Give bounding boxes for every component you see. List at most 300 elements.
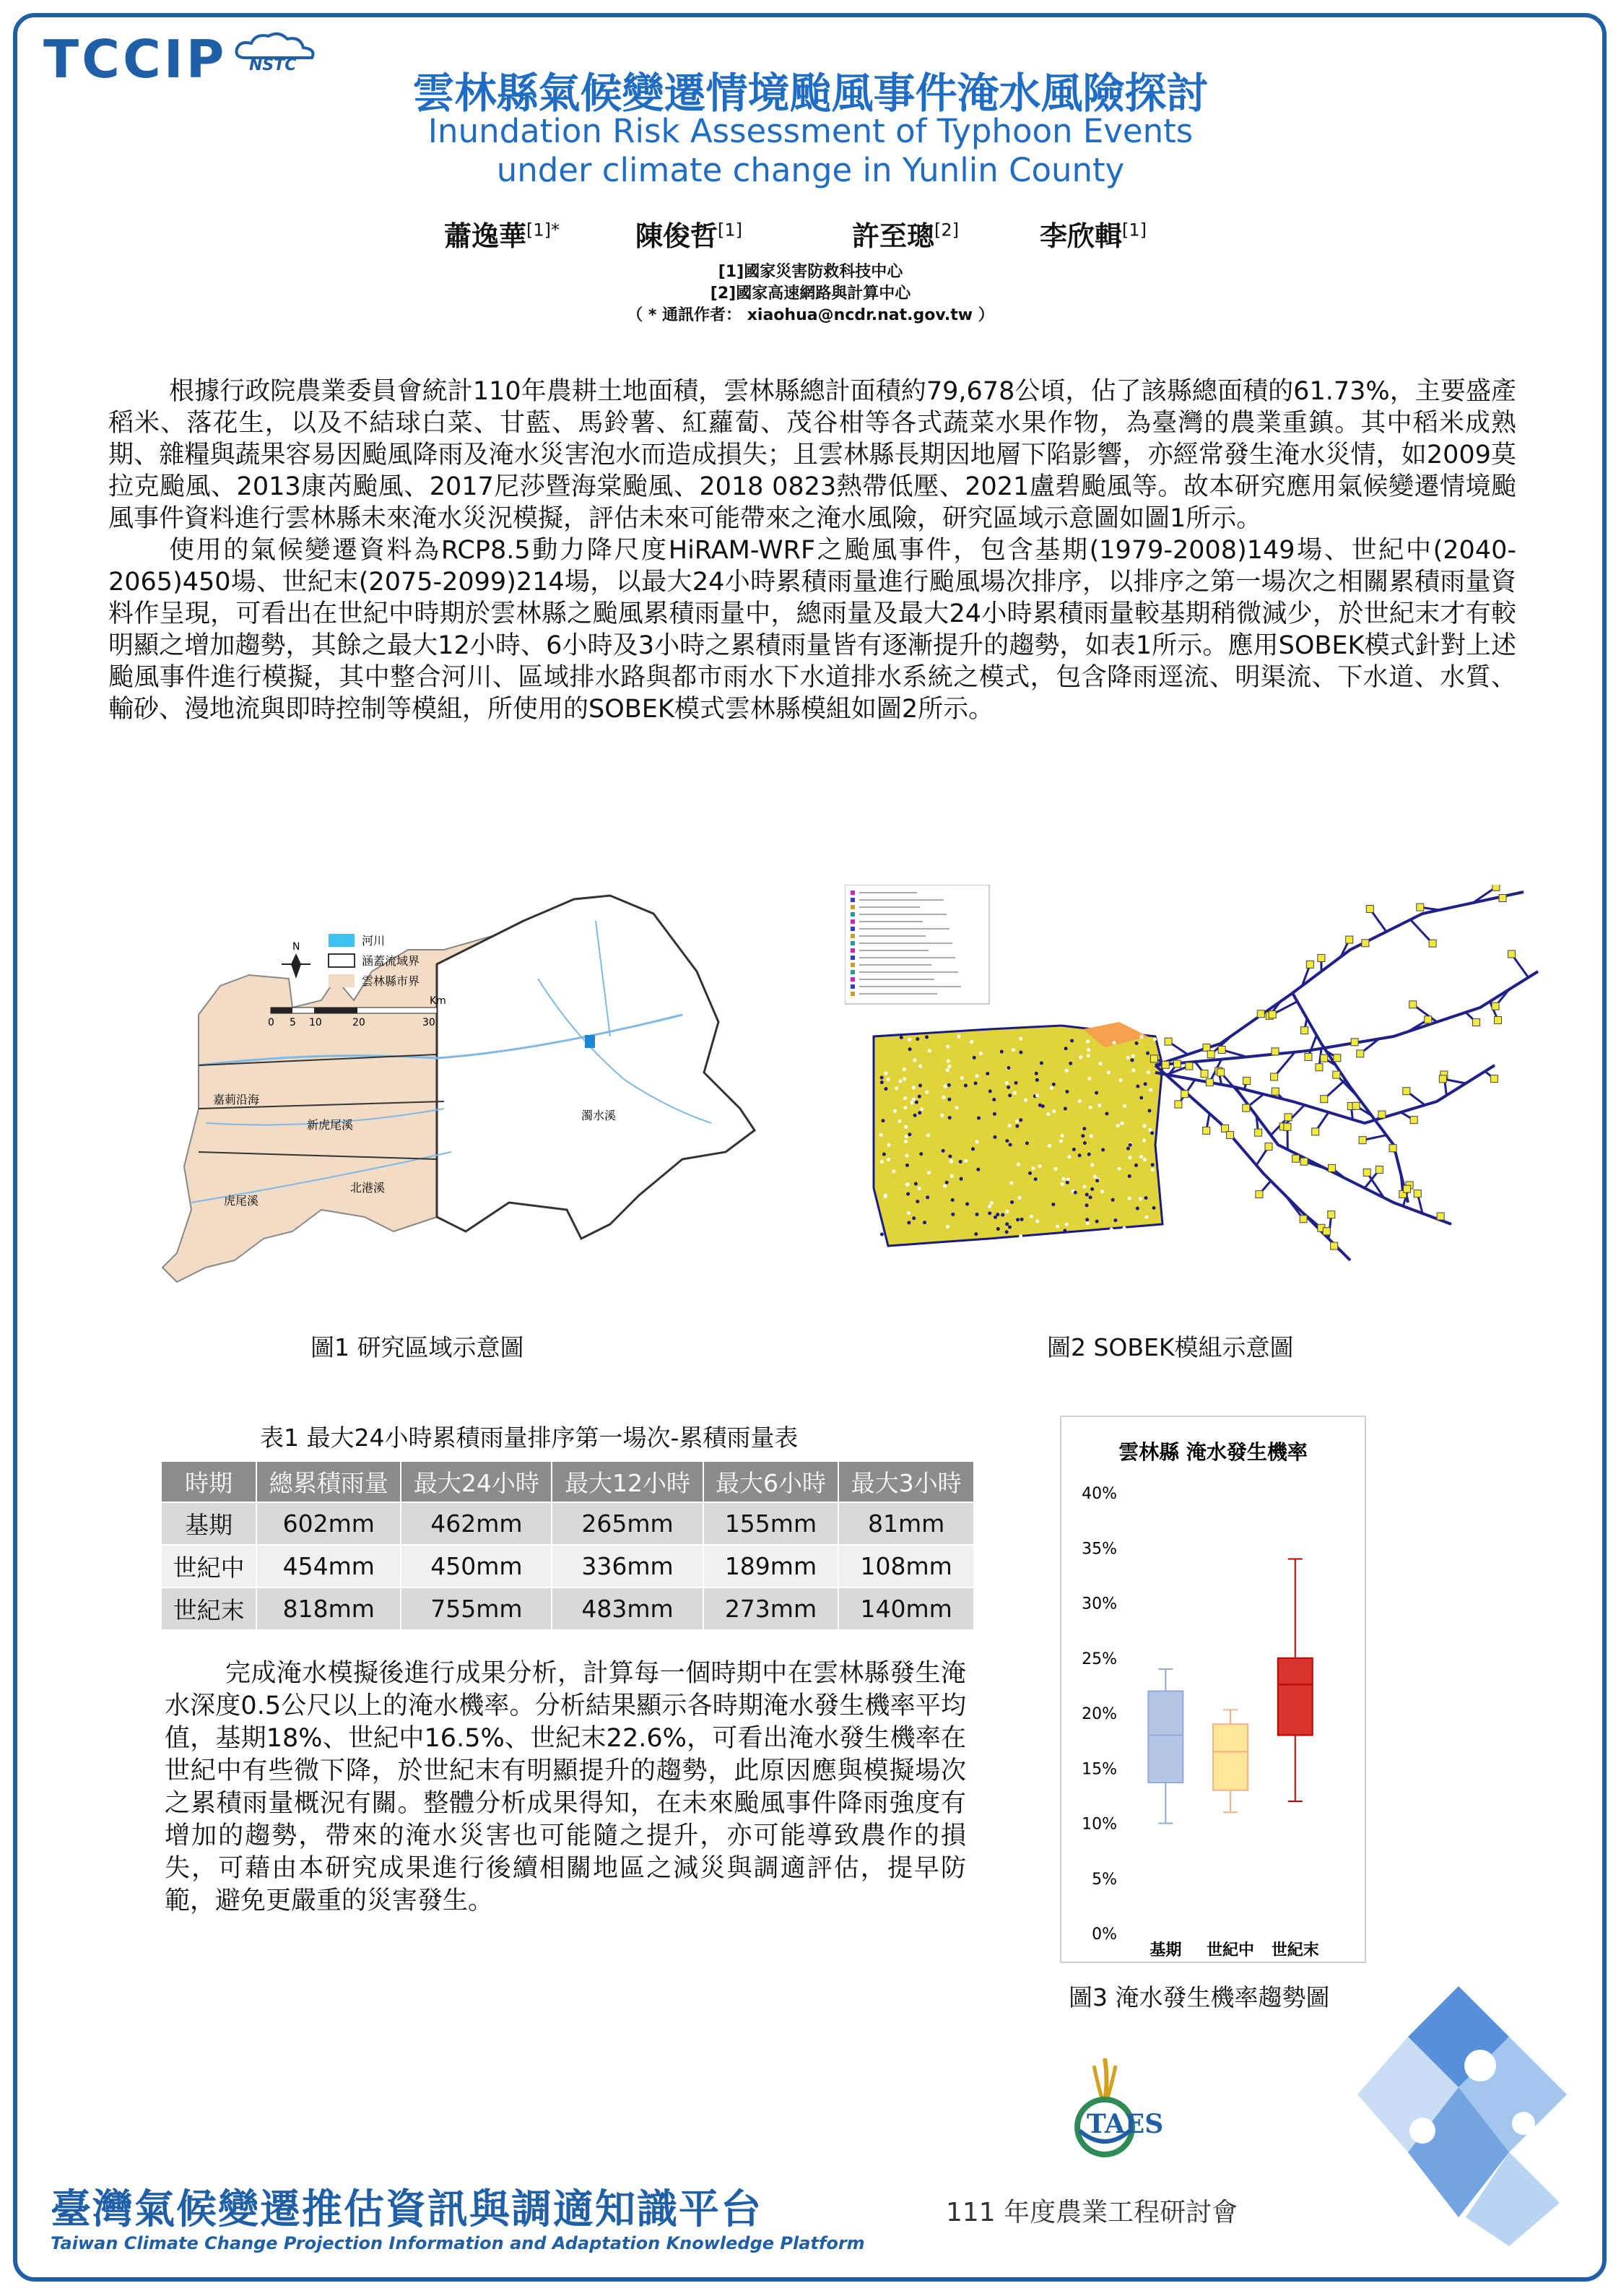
sobek-node	[1085, 1218, 1089, 1221]
nstc-logo: NSTC	[249, 56, 297, 74]
chart-title: 雲林縣 淹水發生機率	[1118, 1440, 1308, 1464]
table-cell: 273mm	[703, 1587, 839, 1630]
sobek-node	[1085, 1203, 1089, 1207]
sobek-node	[1123, 1226, 1126, 1230]
legend-river-swatch	[329, 934, 355, 947]
sobek-node	[1134, 1164, 1138, 1167]
sobek-node	[1139, 1035, 1143, 1039]
sobek-node	[1359, 1137, 1366, 1144]
sobek-node	[992, 1098, 996, 1101]
y-tick-label: 5%	[1092, 1870, 1117, 1889]
sobek-node	[960, 1177, 963, 1181]
sobek-node	[1035, 1078, 1039, 1082]
sobek-legend-swatch	[851, 927, 855, 931]
sobek-node	[881, 1119, 885, 1122]
sobek-node	[1019, 1118, 1022, 1122]
sobek-node	[920, 1107, 924, 1111]
table-header-cell: 最大12小時	[552, 1461, 703, 1502]
sobek-node	[1351, 1039, 1358, 1046]
table-cell: 483mm	[552, 1587, 703, 1630]
sobek-node	[946, 1225, 949, 1229]
sobek-node	[1271, 1073, 1278, 1080]
sobek-node	[1256, 1191, 1263, 1198]
author-2: 陳俊哲[1]	[635, 220, 743, 252]
sobek-node	[1153, 1037, 1157, 1041]
x-tick-label: 世紀末	[1271, 1941, 1319, 1959]
author-4: 李欣輯[1]	[1040, 220, 1147, 252]
sobek-node	[1175, 1101, 1182, 1108]
sobek-node	[880, 1232, 884, 1236]
sobek-node	[1019, 1037, 1022, 1041]
sobek-node	[919, 1152, 923, 1156]
sobek-node	[916, 1037, 919, 1041]
sobek-node	[1378, 1111, 1386, 1118]
title-en-line2: under climate change in Yunlin County	[496, 151, 1125, 189]
sobek-node	[903, 1077, 906, 1080]
sobek-node	[947, 1065, 951, 1068]
sobek-node	[1131, 1054, 1135, 1058]
table-header-row	[161, 1461, 974, 1502]
sobek-node	[1410, 1117, 1417, 1124]
taes-logo	[1051, 2051, 1159, 2159]
sobek-node	[1439, 1075, 1446, 1083]
sobek-node	[976, 1168, 980, 1171]
sobek-node	[1013, 1091, 1017, 1095]
sobek-node	[1005, 1210, 1009, 1213]
sobek-node	[1136, 1085, 1139, 1088]
sobek-node	[1061, 1182, 1064, 1186]
sobek-node	[1328, 1211, 1335, 1218]
sobek-node	[1334, 1054, 1341, 1062]
sobek-node	[1074, 1191, 1077, 1195]
intro-text	[108, 376, 1516, 725]
sobek-node	[1009, 1143, 1012, 1146]
sobek-node	[975, 1074, 979, 1078]
sobek-node	[975, 1213, 979, 1216]
box-iqr	[1148, 1691, 1183, 1783]
sobek-node	[1201, 1070, 1208, 1078]
sobek-node	[1112, 1041, 1116, 1044]
sobek-node	[882, 1153, 886, 1156]
sobek-node	[1222, 1125, 1229, 1132]
table-row	[161, 1502, 974, 1545]
sobek-node	[1015, 1119, 1019, 1123]
sobek-node	[944, 1084, 947, 1088]
label-coast: 嘉莿沿海	[213, 1093, 260, 1106]
y-tick-label: 40%	[1082, 1485, 1117, 1503]
sobek-node	[1318, 954, 1325, 961]
y-tick-label: 25%	[1082, 1650, 1117, 1668]
affiliations	[0, 261, 1621, 326]
sobek-node	[1352, 1102, 1360, 1109]
sobek-node	[1147, 1070, 1150, 1074]
sobek-node	[1126, 1056, 1130, 1060]
sobek-node	[908, 1047, 912, 1051]
sobek-node	[1082, 1127, 1086, 1130]
sobek-node	[964, 1083, 968, 1087]
sobek-node	[959, 1160, 962, 1164]
sobek-node	[906, 1192, 910, 1196]
box-1	[1148, 1669, 1183, 1824]
sobek-node	[1333, 1071, 1340, 1078]
sobek-node	[1025, 1141, 1029, 1145]
sobek-node	[1306, 961, 1313, 968]
sobek-node	[884, 1087, 887, 1091]
sobek-node	[951, 1213, 955, 1216]
y-tick-label: 15%	[1082, 1760, 1117, 1779]
svg-text:30: 30	[422, 1017, 435, 1028]
sobek-node	[1135, 1041, 1139, 1045]
table-cell: 155mm	[703, 1502, 839, 1545]
sobek-node	[955, 1106, 958, 1109]
sobek-node	[947, 1060, 950, 1063]
sobek-legend-swatch	[851, 984, 855, 989]
sobek-node	[1064, 1107, 1067, 1111]
sobek-node	[946, 1045, 949, 1049]
sobek-node	[883, 1195, 887, 1198]
sobek-node	[1105, 1112, 1108, 1116]
sobek-node	[1429, 940, 1436, 947]
svg-text:5: 5	[290, 1017, 296, 1028]
sobek-node	[1019, 1234, 1022, 1238]
sobek-node	[1323, 1228, 1330, 1235]
figure-2-caption: 圖2 SOBEK模組示意圖	[1047, 1333, 1294, 1361]
y-tick-label: 10%	[1082, 1815, 1117, 1834]
sobek-legend-swatch	[851, 977, 855, 982]
box-3	[1278, 1559, 1313, 1802]
label-zhuoshui: 濁水溪	[581, 1109, 617, 1122]
sobek-node	[1072, 1148, 1076, 1151]
sobek-node	[1151, 1163, 1155, 1166]
table-cell: 世紀末	[161, 1587, 256, 1630]
svg-text:Km: Km	[430, 995, 446, 1007]
figure-2-sobek-network	[845, 885, 1552, 1304]
sobek-node	[1437, 1213, 1444, 1220]
sobek-node	[1162, 1061, 1169, 1068]
sobek-node	[1312, 1128, 1319, 1135]
sobek-node	[965, 1203, 969, 1206]
sobek-node	[905, 1154, 909, 1158]
sobek-node	[1404, 1185, 1411, 1192]
sobek-node	[1007, 1086, 1010, 1089]
sobek-node	[1090, 1135, 1093, 1138]
sobek-node	[895, 1086, 898, 1090]
sobek-node	[1020, 1218, 1024, 1221]
sobek-node	[1019, 1050, 1022, 1054]
sobek-node	[1116, 1124, 1120, 1127]
sobek-node	[1061, 1134, 1064, 1138]
sobek-node	[1070, 1039, 1074, 1042]
sobek-node	[1016, 1218, 1020, 1221]
sobek-node	[1150, 1131, 1154, 1135]
sobek-node	[1321, 1096, 1328, 1103]
table-cell: 450mm	[401, 1545, 552, 1587]
sobek-node	[884, 1072, 887, 1075]
sobek-node	[1203, 1044, 1210, 1051]
table-row	[161, 1545, 974, 1587]
legend-basin-swatch	[329, 954, 355, 967]
sobek-node	[1492, 1002, 1499, 1010]
sobek-node	[1126, 1147, 1130, 1151]
boxplot-svg	[1061, 1417, 1365, 1962]
sobek-node	[951, 1198, 955, 1202]
sobek-node	[1014, 1081, 1017, 1085]
sobek-node	[926, 1195, 929, 1199]
sobek-node	[1067, 1155, 1071, 1158]
sobek-node	[948, 1154, 952, 1158]
sobek-node	[1095, 1091, 1098, 1095]
sobek-node	[1028, 1171, 1032, 1175]
table-header-cell: 最大3小時	[838, 1461, 974, 1502]
sobek-node	[1495, 1017, 1502, 1024]
sobek-node	[1265, 1143, 1272, 1151]
sobek-node	[1130, 1058, 1134, 1062]
sobek-node	[1017, 1196, 1021, 1200]
sobek-node	[1005, 1222, 1009, 1226]
sobek-node	[1008, 1124, 1012, 1127]
sobek-node	[973, 1056, 976, 1060]
sobek-node	[915, 1101, 918, 1104]
y-tick-label: 20%	[1082, 1705, 1117, 1723]
sobek-node	[1089, 1195, 1092, 1199]
sobek-node	[1012, 1048, 1015, 1052]
y-tick-label: 30%	[1082, 1595, 1117, 1613]
sobek-node	[912, 1216, 916, 1220]
sobek-node	[1066, 1178, 1070, 1182]
table-cell: 454mm	[256, 1545, 401, 1587]
sobek-node	[1015, 1125, 1019, 1128]
sobek-node	[964, 1159, 968, 1163]
legend-county: 雲林縣市界	[362, 974, 420, 988]
sobek-node	[1226, 1132, 1233, 1139]
sobek-node	[880, 1160, 884, 1164]
sobek-node	[1269, 1011, 1276, 1018]
results-text	[165, 1658, 966, 1918]
sobek-node	[1152, 1206, 1156, 1210]
table-cell: 602mm	[256, 1502, 401, 1545]
sobek-node	[1292, 1155, 1300, 1162]
svg-text:0: 0	[268, 1017, 274, 1028]
author-1: 蕭逸華$^{[1]*}$	[444, 220, 560, 252]
sobek-node	[948, 1116, 952, 1119]
sobek-node	[1165, 1038, 1172, 1045]
sobek-node	[1095, 1220, 1099, 1223]
sobek-node	[1346, 936, 1353, 943]
sobek-legend-swatch	[851, 941, 855, 945]
sobek-node	[949, 1160, 953, 1164]
table-header-cell: 最大24小時	[401, 1461, 552, 1502]
table-cell: 818mm	[256, 1587, 401, 1630]
sobek-node	[996, 1213, 999, 1216]
sobek-node	[977, 1117, 981, 1120]
sobek-node	[1366, 906, 1373, 913]
sobek-node	[1207, 1051, 1214, 1058]
sobek-node	[1362, 940, 1369, 947]
sobek-node	[1054, 1167, 1058, 1171]
sobek-node	[1069, 1062, 1072, 1065]
sobek-node	[1173, 1060, 1181, 1067]
box-iqr	[1213, 1724, 1248, 1790]
x-tick-label: 基期	[1150, 1941, 1182, 1959]
sobek-node	[1128, 1174, 1131, 1178]
sobek-node	[1150, 1055, 1157, 1062]
tccip-logo: TCCIP	[43, 29, 227, 90]
sobek-node	[993, 1112, 996, 1116]
sobek-node	[1073, 1233, 1077, 1236]
sobek-node	[1119, 1078, 1123, 1082]
rainfall-table	[160, 1460, 975, 1631]
taes-text: TAES	[1087, 2109, 1164, 2139]
conference-name: 111 年度農業工程研討會	[946, 2198, 1238, 2227]
sobek-node	[990, 1201, 994, 1205]
sobek-node	[947, 1083, 951, 1087]
sobek-node	[1051, 1203, 1055, 1206]
sobek-node	[1301, 1027, 1308, 1034]
sobek-node	[908, 1038, 911, 1041]
sobek-node	[1128, 1197, 1131, 1200]
table-cell: 189mm	[703, 1545, 839, 1587]
sobek-node	[1128, 1156, 1131, 1159]
sobek-node	[887, 1143, 891, 1147]
sobek-node	[974, 1081, 978, 1085]
sobek-node	[1331, 1242, 1338, 1249]
sobek-node	[1098, 1104, 1101, 1107]
sobek-legend-swatch	[851, 905, 855, 909]
title-en	[0, 112, 1621, 190]
sobek-node	[1087, 1048, 1090, 1052]
label-huwei: 虎尾溪	[224, 1194, 259, 1208]
sobek-node	[1118, 1167, 1121, 1171]
sobek-node	[1034, 1177, 1038, 1181]
sobek-node	[1272, 1088, 1279, 1095]
sobek-node	[1052, 1083, 1056, 1086]
sobek-legend-swatch	[851, 948, 855, 953]
sobek-node	[1243, 1077, 1251, 1084]
sobek-legend-swatch	[851, 956, 855, 960]
sobek-node	[916, 1200, 919, 1203]
author-3: 許至璁[2]	[852, 220, 960, 252]
sobek-node	[1146, 1052, 1150, 1055]
sobek-node	[887, 1078, 890, 1081]
sobek-legend-swatch	[851, 898, 855, 902]
sobek-node	[923, 1221, 926, 1224]
sobek-node	[1046, 1112, 1050, 1116]
contact-email: （ * 通訊作者： xiaohua@ncdr.nat.gov.tw ）	[627, 306, 994, 324]
svg-text:20: 20	[352, 1017, 365, 1028]
legend-river: 河川	[362, 934, 386, 948]
sobek-node	[1083, 1184, 1087, 1188]
sobek-node	[1203, 1127, 1210, 1134]
sobek-node	[1005, 1139, 1009, 1143]
sobek-node	[1086, 1039, 1090, 1043]
sobek-node	[1142, 1139, 1146, 1143]
sobek-node	[1079, 1055, 1082, 1059]
sobek-node	[1010, 1200, 1014, 1204]
sobek-node	[1035, 1219, 1039, 1223]
sobek-node	[1131, 1068, 1135, 1072]
sobek-node	[1095, 1235, 1099, 1239]
sobek-node	[1389, 1145, 1396, 1152]
sobek-west-area	[874, 1026, 1162, 1246]
sobek-node	[979, 1052, 983, 1055]
sobek-node	[1009, 1182, 1013, 1185]
sobek-node	[1035, 1093, 1039, 1097]
sobek-node	[1056, 1224, 1059, 1228]
sobek-node	[903, 1096, 907, 1100]
sobek-node	[1321, 1054, 1328, 1062]
figure-1-caption: 圖1 研究區域示意圖	[310, 1333, 524, 1361]
sobek-node	[918, 1065, 922, 1068]
sobek-node	[993, 1135, 996, 1139]
sobek-node	[1008, 1226, 1012, 1229]
sobek-node	[907, 1221, 911, 1224]
sobek-node	[988, 1089, 992, 1093]
sobek-node	[908, 1132, 911, 1136]
sobek-node	[918, 1111, 921, 1114]
sobek-node	[974, 1232, 978, 1236]
legend-basin: 涵蓋流域界	[362, 954, 420, 968]
sobek-node	[1086, 1221, 1090, 1225]
affiliation-1: [1]國家災害防救科技中心	[718, 263, 903, 281]
title-en-line1: Inundation Risk Assessment of Typhoon Events	[427, 112, 1194, 150]
sobek-legend-swatch	[851, 919, 855, 924]
sobek-node	[960, 1076, 964, 1080]
sobek-node	[1038, 1164, 1042, 1168]
sobek-node	[1363, 1169, 1370, 1176]
sobek-node	[1284, 1123, 1291, 1130]
sobek-node	[971, 1147, 975, 1151]
table-cell: 336mm	[552, 1545, 703, 1587]
sobek-node	[1409, 1001, 1417, 1008]
sobek-node	[904, 1140, 908, 1143]
sobek-node	[1007, 1066, 1010, 1070]
sobek-node	[1093, 1175, 1097, 1179]
sobek-node	[1143, 1158, 1147, 1161]
sobek-node	[1139, 1096, 1143, 1100]
sobek-node	[1403, 1088, 1410, 1095]
intro-paragraph-1: 根據行政院農業委員會統計110年農耕土地面積，雲林縣總計面積約79,678公頃，佔了該縣總面積的61.73%，主要盛產稻米、落花生，以及不結球白菜、甘藍、馬鈴薯、紅蘿蔔、茂谷柑等各式蔬菜水果作物，為臺灣的農業重鎮。其中稻米成熟期、雜糧與蔬果容易因颱風降雨及淹水災害泡水而造成損失；且雲林縣長期因地層下陷影響，亦經常發生淹水災情，如2009莫拉克颱風、2013康芮颱風、2017尼莎暨海棠颱風、2018 0823熱帶低壓、2021盧碧颱風等。故本研究應用氣候變遷情境颱風事件資料進行雲林縣未來淹水災況模擬，評估未來可能帶來之淹水風險，研究區域示意圖如圖1所示。	[108, 377, 1516, 533]
zhuoshui-basin	[437, 896, 755, 1239]
sobek-node	[1066, 1181, 1069, 1184]
sobek-node	[1357, 1050, 1364, 1057]
sobek-node	[947, 1098, 951, 1101]
sobek-node	[1048, 1144, 1051, 1148]
svg-text:10: 10	[309, 1017, 322, 1028]
sobek-node	[1186, 1062, 1193, 1070]
sobek-node	[906, 1182, 910, 1186]
sobek-node	[1090, 1163, 1094, 1166]
table-header-cell: 總累積雨量	[256, 1461, 401, 1502]
sobek-node	[1131, 1229, 1135, 1232]
table-cell: 265mm	[552, 1502, 703, 1545]
sobek-node	[1050, 1086, 1053, 1090]
sobek-node	[907, 1211, 911, 1215]
sobek-node	[1087, 1054, 1090, 1057]
sobek-node	[1078, 1153, 1082, 1157]
table-cell: 140mm	[838, 1587, 974, 1630]
sobek-node	[1149, 1088, 1152, 1092]
sobek-node	[1148, 1128, 1152, 1132]
sobek-node	[1144, 1216, 1148, 1219]
sobek-node	[912, 1097, 916, 1101]
sobek-node	[940, 1114, 944, 1117]
sobek-node	[1272, 1048, 1279, 1055]
sobek-node	[1005, 1081, 1009, 1085]
title-zh: 雲林縣氣候變遷情境颱風事件淹水風險探討	[412, 69, 1209, 118]
sobek-node	[1101, 1148, 1105, 1151]
table-cell: 755mm	[401, 1587, 552, 1630]
sobek-node	[1151, 1168, 1155, 1171]
